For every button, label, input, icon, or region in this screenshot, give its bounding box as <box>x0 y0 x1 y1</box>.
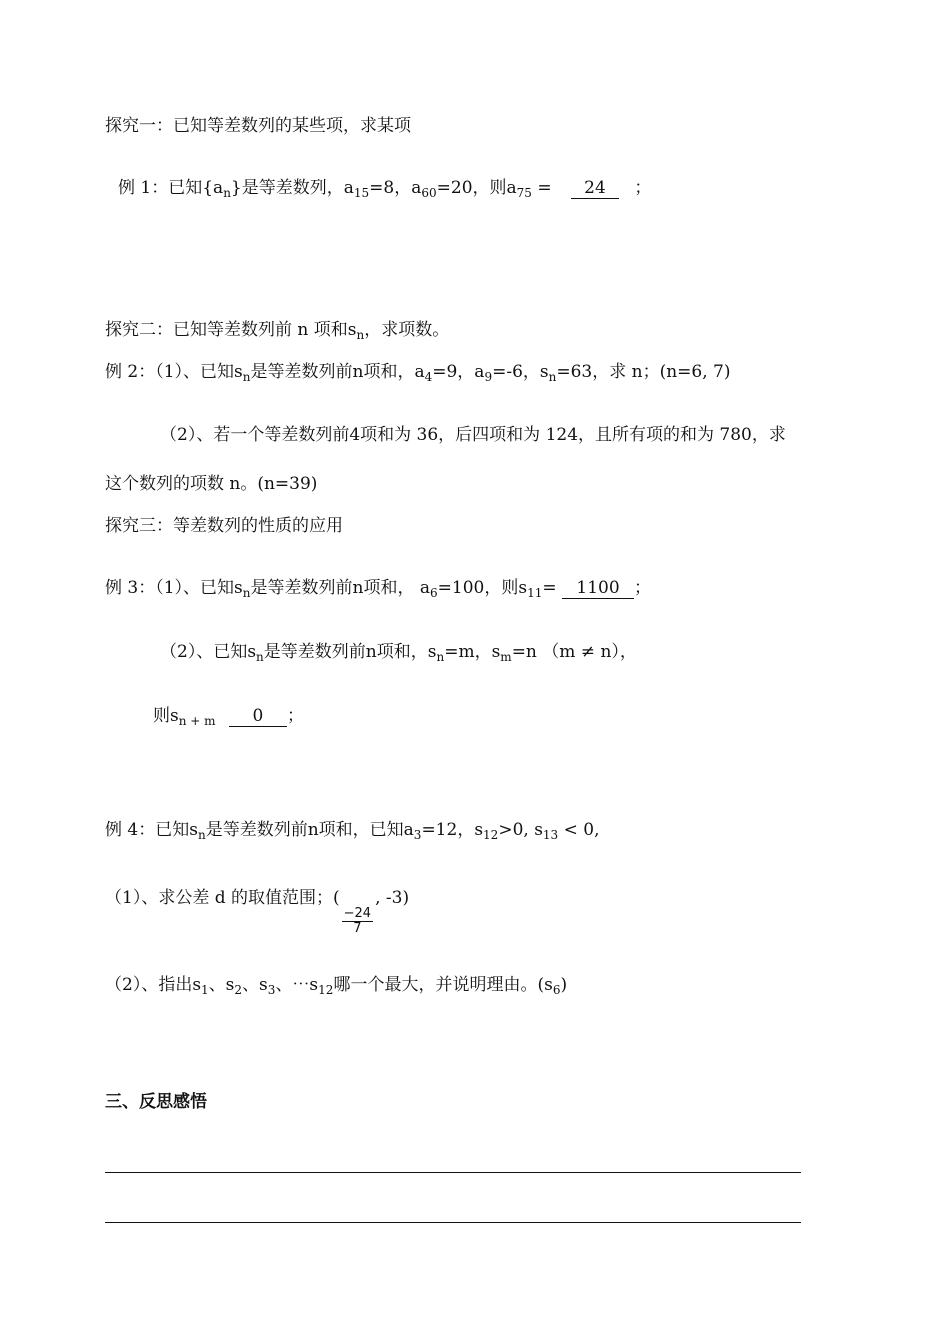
example-4: 例 4：已知$s_n$是等差数列前n项和，已知$a_3=12$，$s_{12}>0$, $s_{13} < 0$, <box>105 820 600 842</box>
answer-blank-1: 24 <box>571 178 619 199</box>
answer-blank-3: 1100 <box>562 578 634 599</box>
answer-blank-3b: 0 <box>229 706 287 727</box>
example-3-part-2-answer: 则$s_{n + m}$ 0 ； <box>153 706 304 728</box>
explore3-heading: 探究三：等差数列的性质的应用 <box>105 516 343 536</box>
reflection-line-1 <box>105 1172 801 1173</box>
example-4-part-2: （2）、指出$s_1$、$s_2$、$s_3$、$\cdots s_{12}$哪一个最大，并说明理由。$(s_6)$ <box>105 975 568 997</box>
fraction: $\frac{-24}{7}$ <box>343 906 372 936</box>
example-3-part-2: （2）、已知$s_n$是等差数列前n项和，$s_n=m$，$s_m=n$ （m ≠ n）， <box>160 642 637 664</box>
explore1-heading: 探究一：已知等差数列的某些项，求某项 <box>105 116 411 136</box>
example-2-part-2: （2）、若一个等差数列前4项和为 36，后四项和为 124，且所有项的和为 780，求 <box>160 425 786 445</box>
reflection-line-2 <box>105 1222 801 1223</box>
example-2-part-2-cont: 这个数列的项数 n。(n=39) <box>105 474 318 494</box>
example-4-part-1: （1）、求公差 d 的取值范围；( $\frac{-24}{7}$ , -3) <box>105 888 410 936</box>
example-2-part-1: 例 2：（1）、已知$s_n$是等差数列前n项和，$a_4=9$，$a_9=-6$，$s_n=63$，求 n；(n=6, 7) <box>105 362 731 384</box>
example-1: 例 1：已知$\{a_n\}$是等差数列，$a_{15}=8$，$a_{60}=20$，则$a_{75} = 24$ ； <box>118 178 652 200</box>
explore2-heading: 探究二：已知等差数列前 n 项和$s_n$，求项数。 <box>105 320 450 342</box>
example-3-part-1: 例 3：（1）、已知$s_n$是等差数列前n项和， $a_6=100$，则$s_{11}= 1100$ ； <box>105 578 652 600</box>
section3-heading: 三、反思感悟 <box>105 1092 207 1112</box>
